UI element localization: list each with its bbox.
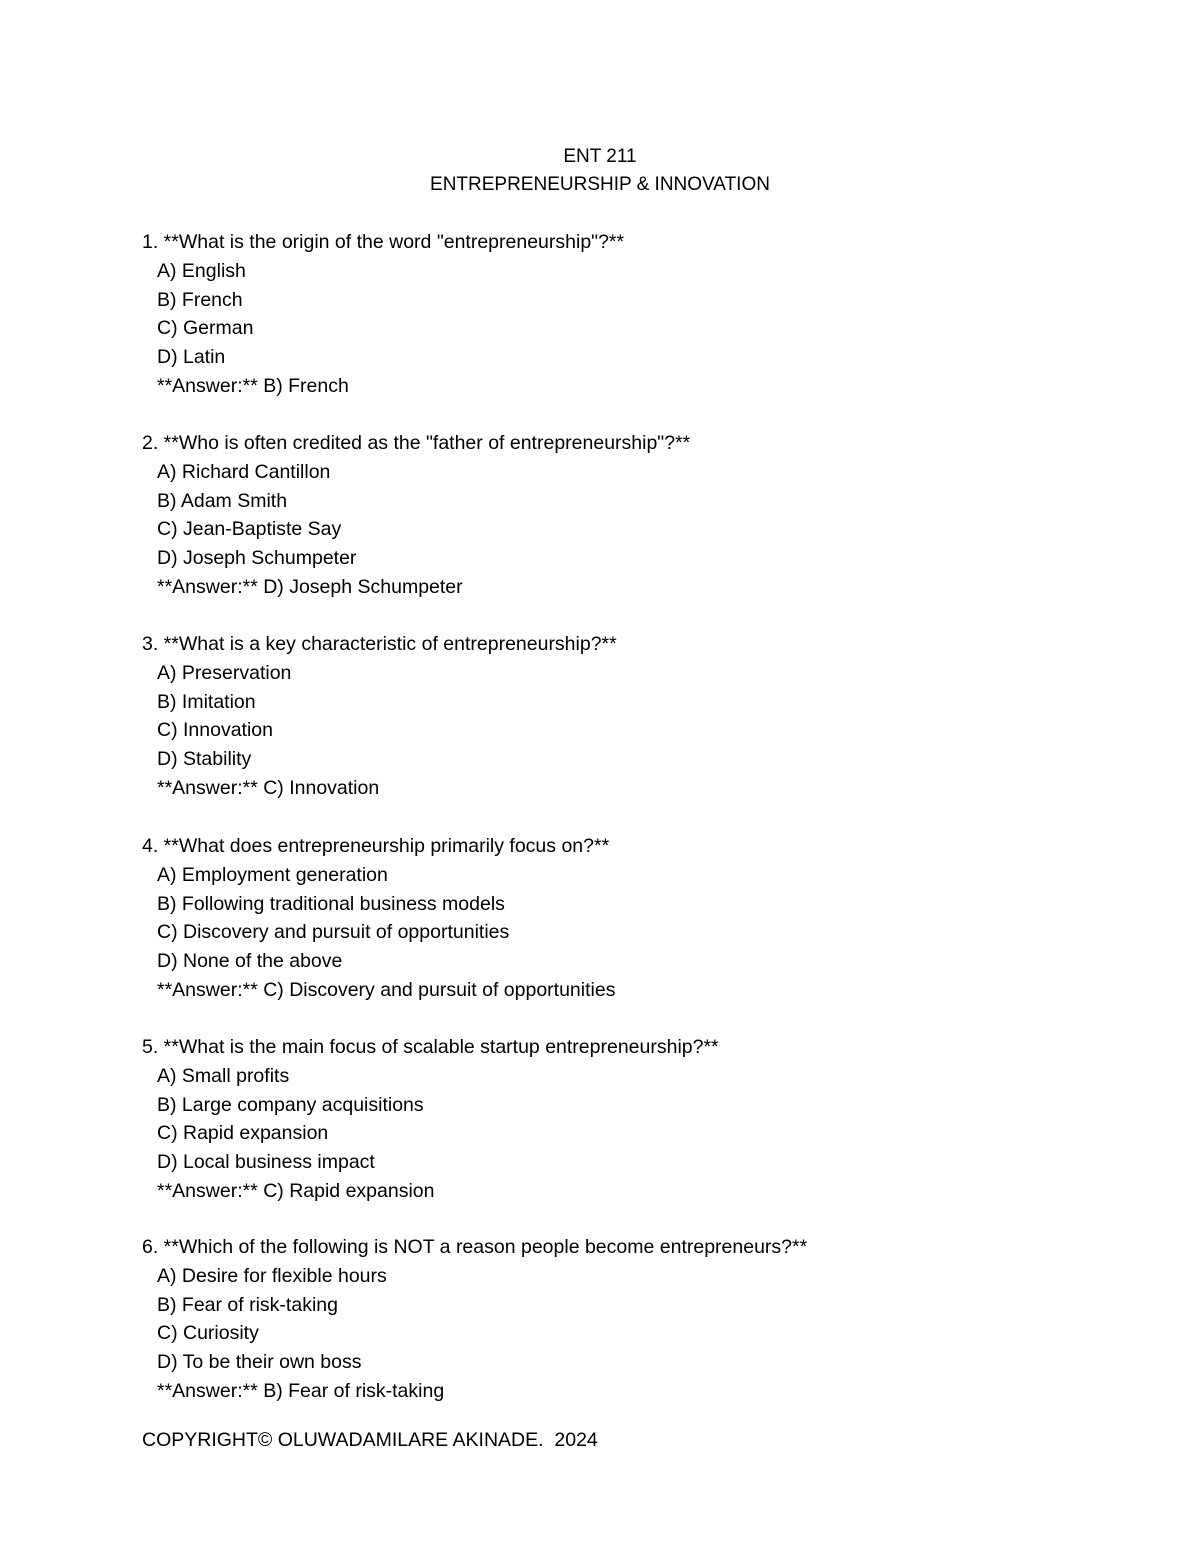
option-b: B) Large company acquisitions: [157, 1093, 424, 1116]
option-a: A) Small profits: [157, 1064, 290, 1087]
option-a: A) Richard Cantillon: [157, 460, 331, 483]
question-block: [142, 228, 1142, 401]
option-d: D) Local business impact: [157, 1151, 375, 1174]
option-c: C) Innovation: [157, 719, 273, 742]
course-title: ENTREPRENEURSHIP & INNOVATION: [430, 174, 770, 195]
option-c: C) Jean-Baptiste Say: [157, 518, 342, 541]
question-text: 1. **What is the origin of the word "entrepreneurship"?**: [142, 231, 625, 253]
option-b: B) French: [157, 288, 243, 311]
answer-line: **Answer:** C) Discovery and pursuit of opportunities: [157, 978, 616, 1001]
question-block: [142, 630, 1142, 803]
question-block: [142, 429, 1142, 602]
option-c: C) Rapid expansion: [157, 1122, 329, 1145]
answer-line: **Answer:** C) Innovation: [157, 776, 380, 799]
option-c: C) German: [157, 317, 254, 340]
answer-line: **Answer:** D) Joseph Schumpeter: [157, 575, 463, 598]
option-b: B) Following traditional business models: [157, 892, 505, 915]
option-c: C) Curiosity: [157, 1322, 259, 1345]
option-d: D) Joseph Schumpeter: [157, 547, 357, 570]
question-text: 2. **Who is often credited as the "father of entrepreneurship"?**: [142, 432, 691, 454]
option-a: A) English: [157, 259, 246, 282]
question-text: 6. **Which of the following is NOT a reason people become entrepreneurs?**: [142, 1236, 808, 1258]
answer-line: **Answer:** B) Fear of risk-taking: [157, 1379, 445, 1402]
option-a: A) Preservation: [157, 661, 292, 684]
answer-line: **Answer:** B) French: [157, 374, 349, 397]
question-block: [142, 1233, 1142, 1406]
option-d: D) Stability: [157, 748, 252, 771]
question-text: 3. **What is a key characteristic of entrepreneurship?**: [142, 633, 617, 655]
question-text: 5. **What is the main focus of scalable startup entrepreneurship?**: [142, 1036, 719, 1058]
course-code: ENT 211: [563, 146, 637, 167]
option-d: D) None of the above: [157, 950, 343, 973]
question-block: [142, 1033, 1142, 1206]
option-b: B) Imitation: [157, 690, 256, 713]
option-a: A) Employment generation: [157, 863, 388, 886]
option-b: B) Fear of risk-taking: [157, 1293, 338, 1316]
option-d: D) To be their own boss: [157, 1351, 362, 1374]
option-d: D) Latin: [157, 346, 226, 369]
copyright-footer: COPYRIGHT© OLUWADAMILARE AKINADE. 2024: [142, 1429, 598, 1451]
option-b: B) Adam Smith: [157, 489, 288, 512]
question-block: [142, 832, 1142, 1005]
option-a: A) Desire for flexible hours: [157, 1264, 387, 1287]
question-text: 4. **What does entrepreneurship primarily focus on?**: [142, 835, 610, 857]
answer-line: **Answer:** C) Rapid expansion: [157, 1179, 435, 1202]
option-c: C) Discovery and pursuit of opportunities: [157, 921, 510, 944]
